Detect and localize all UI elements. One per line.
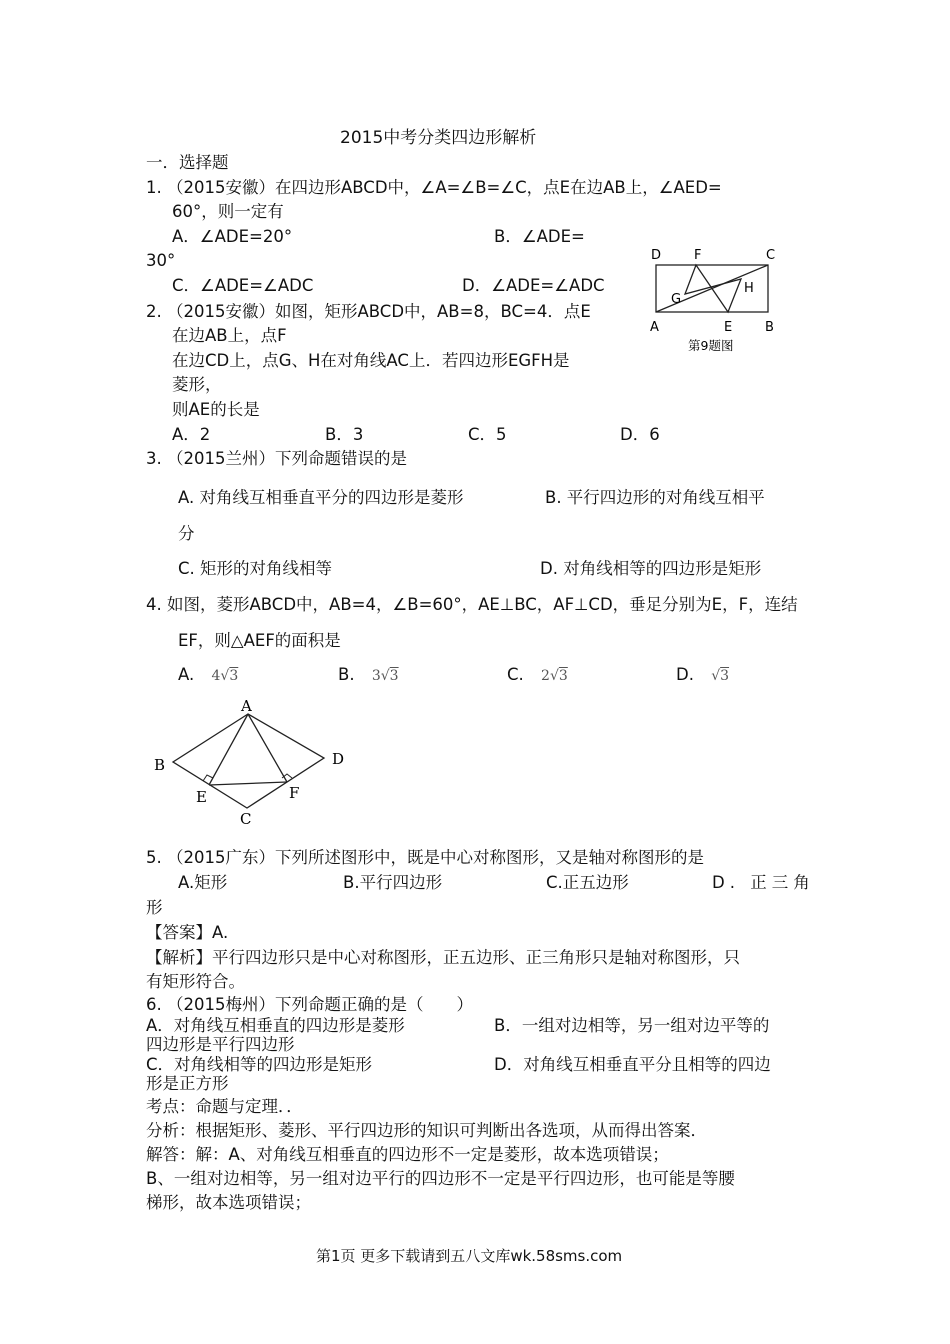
q4-stem-line2: EF，则△AEF的面积是 bbox=[178, 631, 341, 650]
q4-option-c-coef: 2 bbox=[541, 668, 550, 684]
q1-option-b-cont: 30° bbox=[146, 251, 176, 270]
fig9-caption: 第9题图 bbox=[688, 338, 734, 353]
q2-stem-line2: 在边AB上，点F bbox=[172, 326, 287, 345]
q1-option-b: B．∠ADE= bbox=[494, 227, 585, 246]
q3-option-b-cont: 分 bbox=[178, 524, 195, 543]
q6-jieda-line1: 解答：解：A、对角线互相垂直的四边形不一定是菱形，故本选项错误； bbox=[146, 1145, 669, 1164]
q1-stem-line2: 60°，则一定有 bbox=[172, 202, 284, 221]
q4-option-d-value: √3 bbox=[711, 668, 730, 684]
q5-option-d-cont: 形 bbox=[146, 898, 163, 917]
q4-option-a-radicand: 3 bbox=[229, 668, 239, 684]
q4-option-c-value: 2√3 bbox=[541, 668, 568, 684]
q5-option-b: B.平行四边形 bbox=[343, 873, 443, 892]
q2-option-b: B．3 bbox=[325, 425, 364, 444]
q4-option-b-value: 3√3 bbox=[371, 668, 399, 684]
q6-option-d-cont: 形是正方形 bbox=[146, 1074, 229, 1093]
q6-option-b: B．一组对边相等，另一组对边平等的 bbox=[494, 1016, 770, 1035]
q6-kaodian: 考点：命题与定理．． bbox=[146, 1097, 303, 1116]
rhombus-label-d: D bbox=[332, 750, 345, 768]
fig9-label-f: F bbox=[694, 248, 702, 263]
q1-stem-line1: 1. （2015安徽）在四边形ABCD中，∠A=∠B=∠C，点E在边AB上，∠AED= bbox=[146, 178, 722, 197]
section-heading: 一．选择题 bbox=[146, 153, 229, 172]
q4-option-a bbox=[178, 664, 238, 687]
q4-option-b-radicand: 3 bbox=[389, 668, 399, 684]
q4-option-d-radicand: 3 bbox=[720, 668, 730, 684]
q4-option-b-label: B. bbox=[338, 665, 355, 684]
q3-option-c: C. 矩形的对角线相等 bbox=[178, 559, 333, 578]
q4-option-d-label: D. bbox=[676, 665, 694, 684]
q5-stem: 5. （2015广东）下列所述图形中，既是中心对称图形，又是轴对称图形的是 bbox=[146, 848, 704, 867]
q5-option-d: D. 正三角 bbox=[712, 873, 815, 892]
q6-jieda-line3: 梯形，故本选项错误； bbox=[146, 1193, 311, 1212]
q2-stem-line3: 在边CD上，点G、H在对角线AC上．若四边形EGFH是 bbox=[172, 351, 570, 370]
fig9-label-g: G bbox=[671, 292, 682, 307]
segment-ef bbox=[209, 782, 287, 785]
q5-option-c: C.正五边形 bbox=[546, 873, 629, 892]
fig9-label-h: H bbox=[744, 281, 754, 296]
fig9-label-b: B bbox=[765, 320, 774, 335]
q5-option-a: A.矩形 bbox=[178, 873, 228, 892]
q6-option-a: A．对角线互相垂直的四边形是菱形 bbox=[146, 1016, 405, 1035]
q4-option-b-coef: 3 bbox=[371, 668, 381, 684]
q4-option-c-label: C. bbox=[507, 665, 524, 684]
q2-stem-line5: 则AE的长是 bbox=[172, 400, 260, 419]
q6-option-c: C．对角线相等的四边形是矩形 bbox=[146, 1055, 373, 1074]
rhombus-label-c: C bbox=[240, 810, 252, 828]
q2-option-c: C．5 bbox=[468, 425, 507, 444]
q3-option-d: D. 对角线相等的四边形是矩形 bbox=[540, 559, 762, 578]
q2-option-a: A．2 bbox=[172, 425, 211, 444]
q1-option-c: C．∠ADE=∠ADC bbox=[172, 276, 314, 295]
fig9-label-a: A bbox=[650, 320, 659, 335]
q1-option-d: D．∠ADE=∠ADC bbox=[462, 276, 605, 295]
figure-rhombus-abcd bbox=[148, 694, 358, 830]
segment-af bbox=[248, 714, 287, 782]
q2-stem-line4: 菱形， bbox=[172, 375, 222, 394]
q4-option-c-radicand: 3 bbox=[558, 668, 568, 684]
fig9-label-d: D bbox=[651, 248, 662, 263]
q6-option-d: D．对角线互相垂直平分且相等的四边 bbox=[494, 1055, 771, 1074]
q4-option-d bbox=[676, 664, 729, 687]
page-footer: 第1页 更多下载请到五八文库wk.58sms.com bbox=[316, 1247, 623, 1265]
q4-option-b bbox=[338, 664, 399, 687]
q6-fenxi: 分析：根据矩形、菱形、平行四边形的知识可判断出各选项，从而得出答案． bbox=[146, 1121, 707, 1140]
figure-9-rectangle bbox=[640, 244, 790, 362]
q5-analysis-line2: 有矩形符合。 bbox=[146, 972, 245, 991]
q3-option-a: A. 对角线互相垂直平分的四边形是菱形 bbox=[178, 488, 464, 507]
q4-stem-line1: 4. 如图，菱形ABCD中，AB=4，∠B=60°，AE⊥BC，AF⊥CD，垂足分别为E，F，连结 bbox=[146, 595, 798, 614]
q6-stem: 6. （2015梅州）下列命题正确的是（ ） bbox=[146, 995, 473, 1014]
q5-analysis-line1: 【解析】平行四边形只是中心对称图形，正五边形、正三角形只是轴对称图形，只 bbox=[146, 948, 740, 967]
q6-jieda-line2: B、一组对边相等，另一组对边平行的四边形不一定是平行四边形，也可能是等腰 bbox=[146, 1169, 735, 1188]
q4-option-c bbox=[507, 664, 568, 687]
rhombus-label-a: A bbox=[241, 697, 252, 715]
fig9-label-c: C bbox=[766, 248, 776, 263]
rhombus-label-e: E bbox=[196, 788, 207, 806]
q3-option-b: B. 平行四边形的对角线互相平 bbox=[545, 488, 765, 507]
fig9-label-e: E bbox=[724, 320, 733, 335]
q1-option-a: A．∠ADE=20° bbox=[172, 227, 293, 246]
q5-answer: 【答案】A. bbox=[146, 923, 229, 942]
rhombus-label-f: F bbox=[289, 784, 300, 802]
q2-stem-line1: 2. （2015安徽）如图，矩形ABCD中，AB=8，BC=4．点E bbox=[146, 302, 591, 321]
page-title: 2015中考分类四边形解析 bbox=[340, 128, 537, 148]
q4-option-a-label: A. bbox=[178, 665, 195, 684]
segment-ae bbox=[209, 714, 248, 785]
q3-stem: 3. （2015兰州）下列命题错误的是 bbox=[146, 449, 407, 468]
rhombus-label-b: B bbox=[154, 756, 166, 774]
q4-option-a-value: 4√3 bbox=[211, 668, 239, 684]
q6-option-b-cont: 四边形是平行四边形 bbox=[146, 1035, 295, 1054]
q2-option-d: D．6 bbox=[620, 425, 660, 444]
q4-option-a-coef: 4 bbox=[211, 668, 221, 684]
